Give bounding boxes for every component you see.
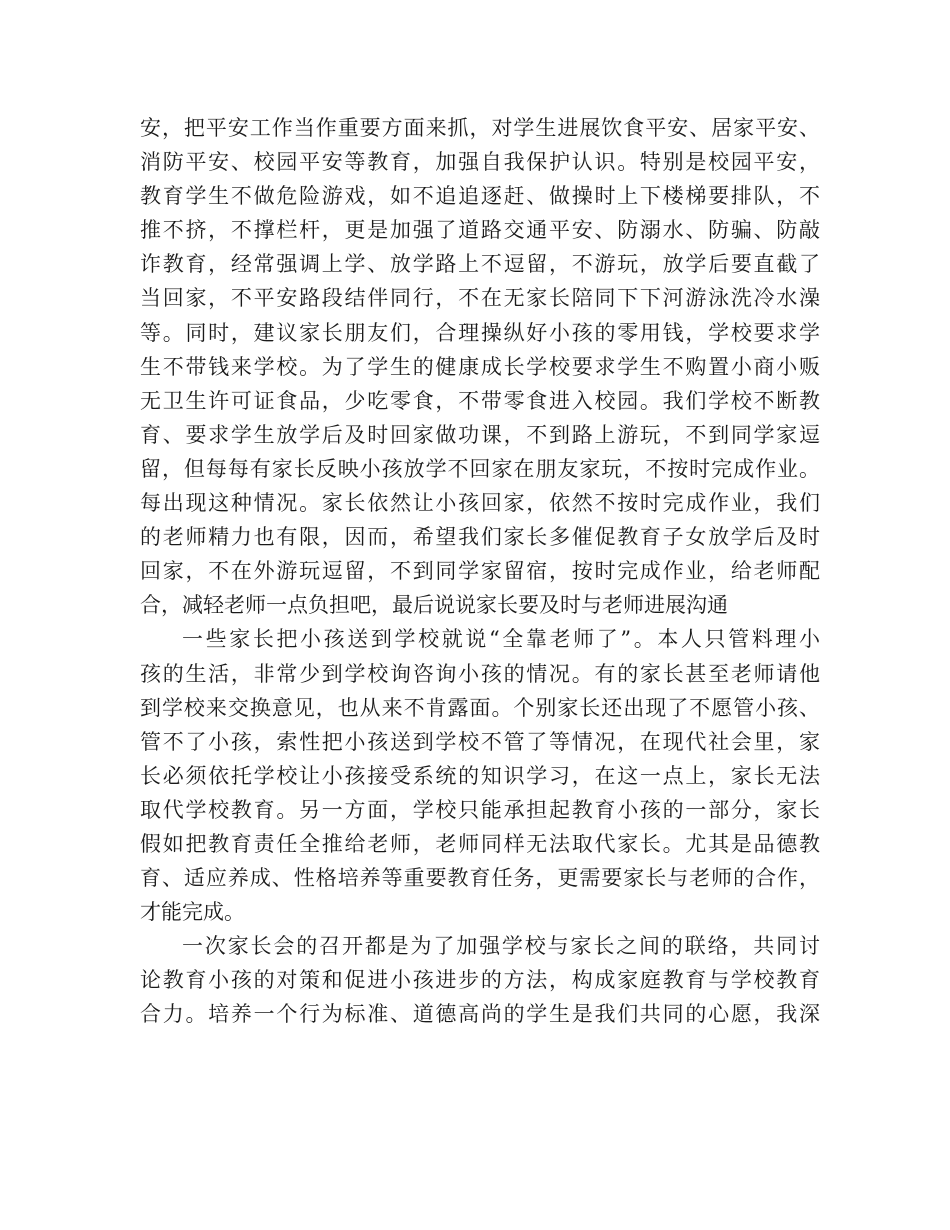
text-line: 长必须依托学校让小孩接受系统的知识学习，在这一点上，家长无法	[140, 763, 820, 788]
text-line: 一些家长把小孩送到学校就说“全靠老师了”。本人只管料理小	[182, 627, 820, 652]
text-line: 安，把平安工作当作重要方面来抓，对学生进展饮食平安、居家平安、	[140, 116, 820, 140]
text-line: 等。同时，建议家长朋友们，合理操纵好小孩的零用钱，学校要求学	[140, 320, 820, 345]
text-line: 假如把教育责任全推给老师，老师同样无法取代家长。尤其是品德教	[140, 831, 820, 856]
text-line: 孩的生活，非常少到学校询咨询小孩的情况。有的家长甚至老师请他	[140, 661, 820, 686]
text-line: 取代学校教育。另一方面，学校只能承担起教育小孩的一部分，家长	[140, 797, 820, 822]
text-line: 论教育小孩的对策和促进小孩进步的方法，构成家庭教育与学校教育	[140, 968, 820, 993]
text-line: 育、适应养成、性格培养等重要教育任务，更需要家长与老师的合作，	[140, 866, 820, 891]
text-line: 的老师精力也有限，因而，希望我们家长多催促教育子女放学后及时	[140, 525, 820, 550]
text-line: 消防平安、校园平安等教育，加强自我保护认识。特别是校园平安，	[140, 150, 820, 175]
text-line: 合力。培养一个行为标准、道德高尚的学生是我们共同的心愿，我深	[140, 1002, 820, 1027]
text-line: 推不挤，不撑栏杆，更是加强了道路交通平安、防溺水、防骗、防敲	[140, 218, 820, 243]
body-text	[140, 111, 820, 1032]
text-line: 无卫生许可证食品，少吃零食，不带零食进入校园。我们学校不断教	[140, 388, 820, 413]
text-line: 诈教育，经常强调上学、放学路上不逗留，不游玩，放学后要直截了	[140, 252, 820, 277]
text-line: 教育学生不做危险游戏，如不追追逐赶、做操时上下楼梯要排队，不	[140, 184, 820, 209]
text-line: 一次家长会的召开都是为了加强学校与家长之间的联络，共同讨	[182, 934, 820, 959]
text-line: 管不了小孩，索性把小孩送到学校不管了等情况，在现代社会里，家	[140, 729, 820, 754]
text-line: 生不带钱来学校。为了学生的健康成长学校要求学生不购置小商小贩	[140, 354, 820, 379]
text-line: 每出现这种情况。家长依然让小孩回家，依然不按时完成作业，我们	[140, 491, 820, 516]
text-line: 留，但每每有家长反映小孩放学不回家在朋友家玩，不按时完成作业。	[140, 456, 820, 481]
text-line: 回家，不在外游玩逗留，不到同学家留宿，按时完成作业，给老师配	[140, 559, 820, 584]
text-line: 才能完成。	[140, 900, 245, 925]
text-line: 育、要求学生放学后及时回家做功课，不到路上游玩，不到同学家逗	[140, 422, 820, 447]
text-line: 到学校来交换意见，也从来不肯露面。个别家长还出现了不愿管小孩、	[140, 695, 820, 720]
text-line: 当回家，不平安路段结伴同行，不在无家长陪同下下河游泳洗冷水澡	[140, 286, 820, 311]
text-line: 合，减轻老师一点负担吧，最后说说家长要及时与老师进展沟通	[140, 593, 728, 618]
